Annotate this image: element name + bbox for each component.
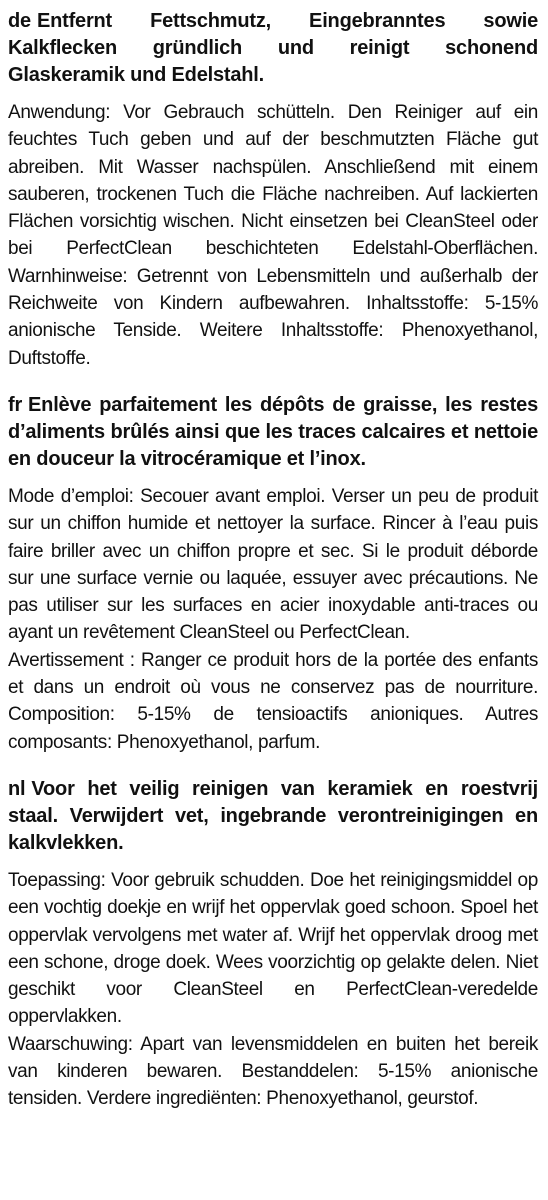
heading-text: Entfernt Fettschmutz, Eingebranntes sowie Kalkflecken gründlich und reinigt schonend Glaskeramik und Edelstahl. <box>8 10 538 86</box>
section-nl <box>8 776 538 1113</box>
heading-text: Enlève parfaitement les dépôts de graisse, les restes d’aliments brûlés ainsi que les traces calcaires et nettoie en douceur la vitrocéramique et l’inox. <box>8 393 538 470</box>
section-heading <box>8 8 538 89</box>
heading-text: Voor het veilig reinigen van keramiek en roestvrij staal. Verwijdert vet, ingebrande verontreinigingen en kalkvlekken. <box>8 777 538 854</box>
language-code: nl <box>8 777 26 800</box>
paragraph: Mode d’emploi: Secouer avant emploi. Verser un peu de produit sur un chiffon humide et nettoyer la surface. Rincer à l’eau puis faire briller avec un chiffon propre et sec. Si le produit déborde sur une surface vernie ou laquée, essuyer avec précautions. Ne pas utiliser sur les surfaces en acier inoxydable anti-traces ou ayant un revêtement CleanSteel ou PerfectClean. <box>8 485 538 644</box>
product-instructions <box>8 8 538 1133</box>
paragraph: Toepassing: Voor gebruik schudden. Doe het reinigingsmiddel op een vochtig doekje en wrijf het oppervlak goed schoon. Spoel het oppervlak vervolgens met water af. Wrijf het oppervlak droog met een schone, droge doek. Wees voorzichtig op gelakte delen. Niet geschikt voor CleanSteel en PerfectClean-veredelde oppervlakken. <box>8 869 538 1028</box>
section-de <box>8 8 538 372</box>
paragraph: Avertissement : Ranger ce produit hors de la portée des enfants et dans un endroit où vous ne conservez pas de nourriture. Composition: 5-15% de tensioactifs anioniques. Autres composants: Phenoxyethanol, parfum. <box>8 649 538 753</box>
section-heading <box>8 392 538 473</box>
section-heading <box>8 776 538 857</box>
language-code: fr <box>8 393 23 416</box>
section-fr <box>8 392 538 756</box>
paragraph: Waarschuwing: Apart van levensmiddelen en buiten het bereik van kinderen bewaren. Bestanddelen: 5-15% anionische tensiden. Verdere ingrediënten: Phenoxyethanol, geurstof. <box>8 1033 538 1110</box>
language-code: de <box>8 10 31 32</box>
paragraph: Anwendung: Vor Gebrauch schütteln. Den Reiniger auf ein feuchtes Tuch geben und auf der beschmutzten Fläche gut abreiben. Mit Wasser nachspülen. Anschließend mit einem sauberen, trockenen Tuch die Fläche nachreiben. Auf lackierten Flächen vorsichtig wischen. Nicht einsetzen bei CleanSteel oder bei PerfectClean beschichteten Edelstahl-Oberflächen. Warnhinweise: Getrennt von Lebensmitteln und außerhalb der Reichweite von Kindern aufbewahren. Inhaltsstoffe: 5-15% anionische Tenside. Weitere Inhaltsstoffe: Phenoxyethanol, Duftstoffe. <box>8 102 538 369</box>
